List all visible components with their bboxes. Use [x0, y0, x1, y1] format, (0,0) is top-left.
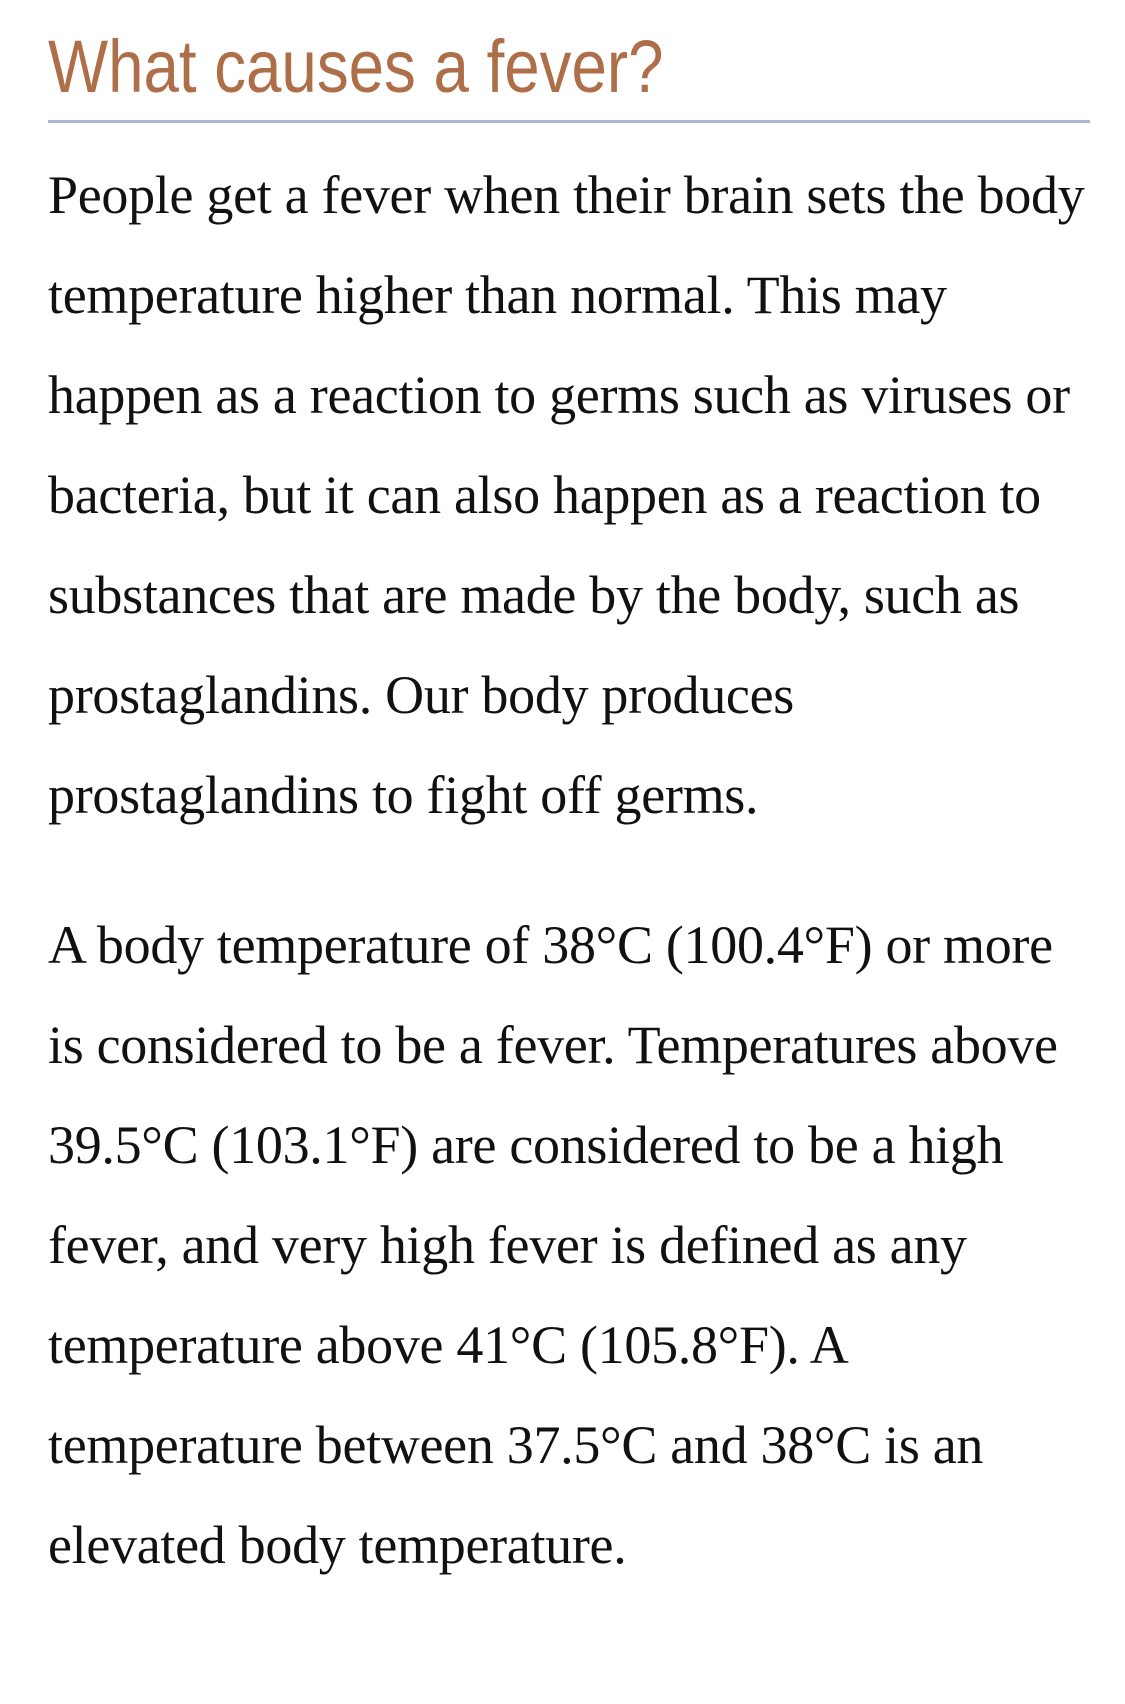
paragraph-fever-temperatures: A body temperature of 38°C (100.4°F) or more is considered to be a fever. Temperatures above 39.5°C (103.1°F) are considered to be a high fever, and very high fever is defined as any temperature above 41°C (105.8°F). A temperature between 37.5°C and 38°C is an elevated body temperature.	[48, 915, 1058, 1575]
article-content	[48, 0, 1090, 1595]
heading-divider	[48, 120, 1090, 123]
paragraph-fever-causes: People get a fever when their brain sets the body temperature higher than normal. This may happen as a reaction to germs such as viruses or bacteria, but it can also happen as a reaction to substances that are made by the body, such as prostaglandins. Our body produces prostaglandins to fight off germs.	[48, 165, 1085, 825]
section-heading: What causes a fever?	[48, 25, 664, 108]
